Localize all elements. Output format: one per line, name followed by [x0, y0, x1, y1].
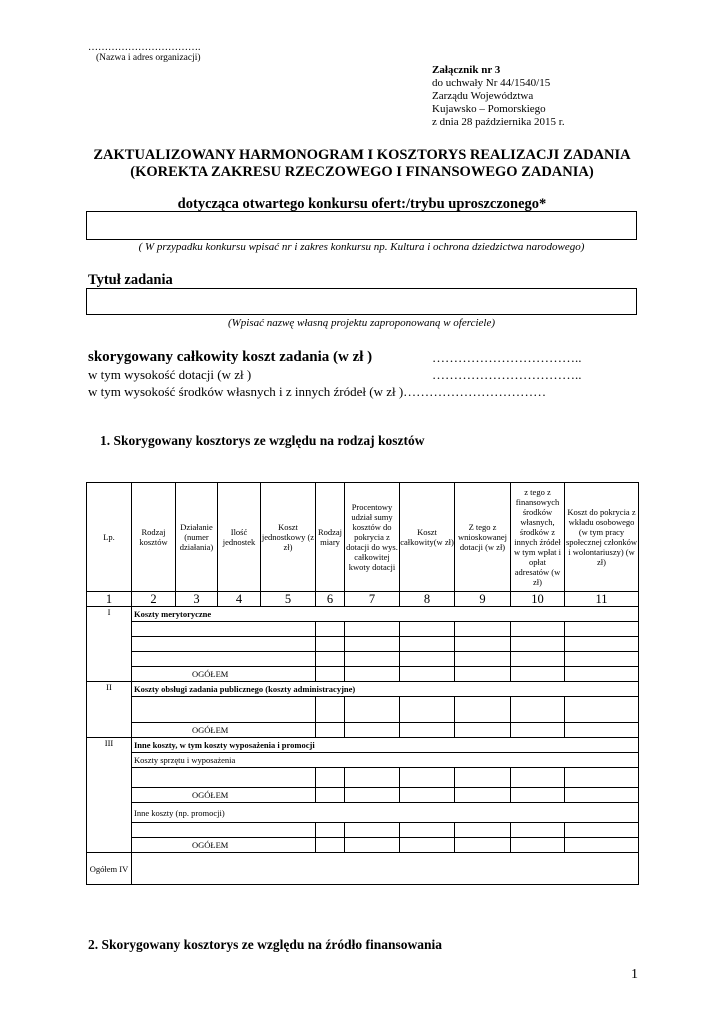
subsection-row — [87, 753, 639, 768]
page-number: 1 — [631, 967, 638, 982]
col-number: 6 — [316, 592, 345, 607]
number-row — [87, 592, 639, 607]
annex-title: Załącznik nr 3 — [432, 64, 501, 76]
ogolem-label: OGÓŁEM — [132, 838, 316, 853]
subsection-title: Inne koszty (np. promocji) — [132, 803, 639, 823]
col-number: 4 — [218, 592, 261, 607]
total-cost-dots: …………………………….. — [432, 350, 582, 365]
table-row[interactable] — [87, 622, 639, 637]
col-header: Rodzaj kosztów — [132, 483, 176, 592]
grant-label: w tym wysokość dotacji (w zł ) — [88, 367, 252, 382]
col-number: 2 — [132, 592, 176, 607]
table-row[interactable] — [87, 637, 639, 652]
table-row[interactable] — [87, 768, 639, 788]
section-title: Koszty obsługi zadania publicznego (koszty administracyjne) — [132, 682, 639, 697]
col-header: Z tego z wnioskowanej dotacji (w zł) — [455, 483, 511, 592]
section-row — [87, 738, 639, 753]
header-row — [87, 483, 639, 592]
table-row[interactable] — [87, 697, 639, 723]
col-header: Rodzaj miary — [316, 483, 345, 592]
main-title-line: ZAKTUALIZOWANY HARMONOGRAM I KOSZTORYS REALIZACJI ZADANIA — [93, 147, 631, 163]
col-number: 10 — [511, 592, 565, 607]
cost-table — [86, 482, 639, 885]
main-title-line: (KOREKTA ZAKRESU RZECZOWEGO I FINANSOWEGO ZADANIA) — [130, 164, 594, 180]
section-2-heading: 2. Skorygowany kosztorys ze względu na źródło finansowania — [88, 937, 443, 952]
total-cost-label: skorygowany całkowity koszt zadania (w zł ) — [88, 349, 373, 365]
annex-line: do uchwały Nr 44/1540/15 — [432, 77, 551, 89]
ogolem-row — [87, 788, 639, 803]
col-number: 9 — [455, 592, 511, 607]
ogolem-row — [87, 838, 639, 853]
ogolem-row — [87, 723, 639, 738]
contest-input-box[interactable] — [86, 211, 637, 240]
col-header: Koszt całkowity(w zł) — [400, 483, 455, 592]
col-number: 8 — [400, 592, 455, 607]
total-value-cell[interactable] — [132, 853, 639, 885]
section-roman: III — [87, 738, 132, 853]
section-roman: I — [87, 607, 132, 682]
org-dots: ……………………………. — [88, 42, 201, 53]
col-number: 5 — [261, 592, 316, 607]
main-title — [0, 147, 724, 181]
section-1-heading: 1. Skorygowany kosztorys ze względu na rodzaj kosztów — [100, 433, 425, 448]
org-label: (Nazwa i adres organizacji) — [96, 53, 201, 63]
annex-block — [432, 64, 565, 129]
col-header: Lp. — [87, 483, 132, 592]
table-row[interactable] — [87, 823, 639, 838]
col-header: Działanie (numer działania) — [176, 483, 218, 592]
annex-line: z dnia 28 października 2015 r. — [432, 116, 565, 128]
col-header: Procentowy udział sumy kosztów do pokrycia z dotacji do wys. całkowitej kwoty dotacji — [345, 483, 400, 592]
section-row — [87, 607, 639, 622]
annex-line: Kujawsko – Pomorskiego — [432, 103, 546, 115]
own-funds-label: w tym wysokość środków własnych i z innych źródeł (w zł )…………………………… — [88, 384, 547, 399]
task-title-hint: (Wpisać nazwę własną projektu zaproponowaną w oferciele) — [227, 317, 496, 329]
task-title-input-box[interactable] — [86, 288, 637, 315]
col-number: 11 — [565, 592, 639, 607]
ogolem-label: OGÓŁEM — [132, 723, 316, 738]
task-title-label: Tytuł zadania — [88, 272, 173, 288]
col-number: 1 — [87, 592, 132, 607]
total-label: Ogółem IV — [87, 853, 132, 885]
col-header: Ilość jednostek — [218, 483, 261, 592]
contest-hint: ( W przypadku konkursu wpisać nr i zakres konkursu np. Kultura i ochrona dziedzictwa narodowego) — [138, 241, 585, 253]
section-title: Inne koszty, w tym koszty wyposażenia i promocji — [132, 738, 639, 753]
section-row — [87, 682, 639, 697]
ogolem-label: OGÓŁEM — [132, 667, 316, 682]
col-number: 7 — [345, 592, 400, 607]
total-row — [87, 853, 639, 885]
section-roman: II — [87, 682, 132, 738]
col-header: z tego z finansowych środków własnych, środków z innych źródeł w tym wpłat i opłat adresatów (w zł) — [511, 483, 565, 592]
table-row[interactable] — [87, 652, 639, 667]
col-number: 3 — [176, 592, 218, 607]
contest-title: dotycząca otwartego konkursu ofert:/trybu uproszczonego* — [177, 196, 547, 212]
ogolem-row — [87, 667, 639, 682]
subsection-title: Koszty sprzętu i wyposażenia — [132, 753, 639, 768]
annex-line: Zarządu Województwa — [432, 90, 534, 102]
col-header: Koszt jednostkowy (z zł) — [261, 483, 316, 592]
subsection-row — [87, 803, 639, 823]
ogolem-label: OGÓŁEM — [132, 788, 316, 803]
grant-dots: …………………………….. — [432, 367, 582, 382]
col-header: Koszt do pokrycia z wkładu osobowego (w tym pracy społecznej członków i wolontariuszy) (w zł) — [565, 483, 639, 592]
section-title: Koszty merytoryczne — [132, 607, 639, 622]
